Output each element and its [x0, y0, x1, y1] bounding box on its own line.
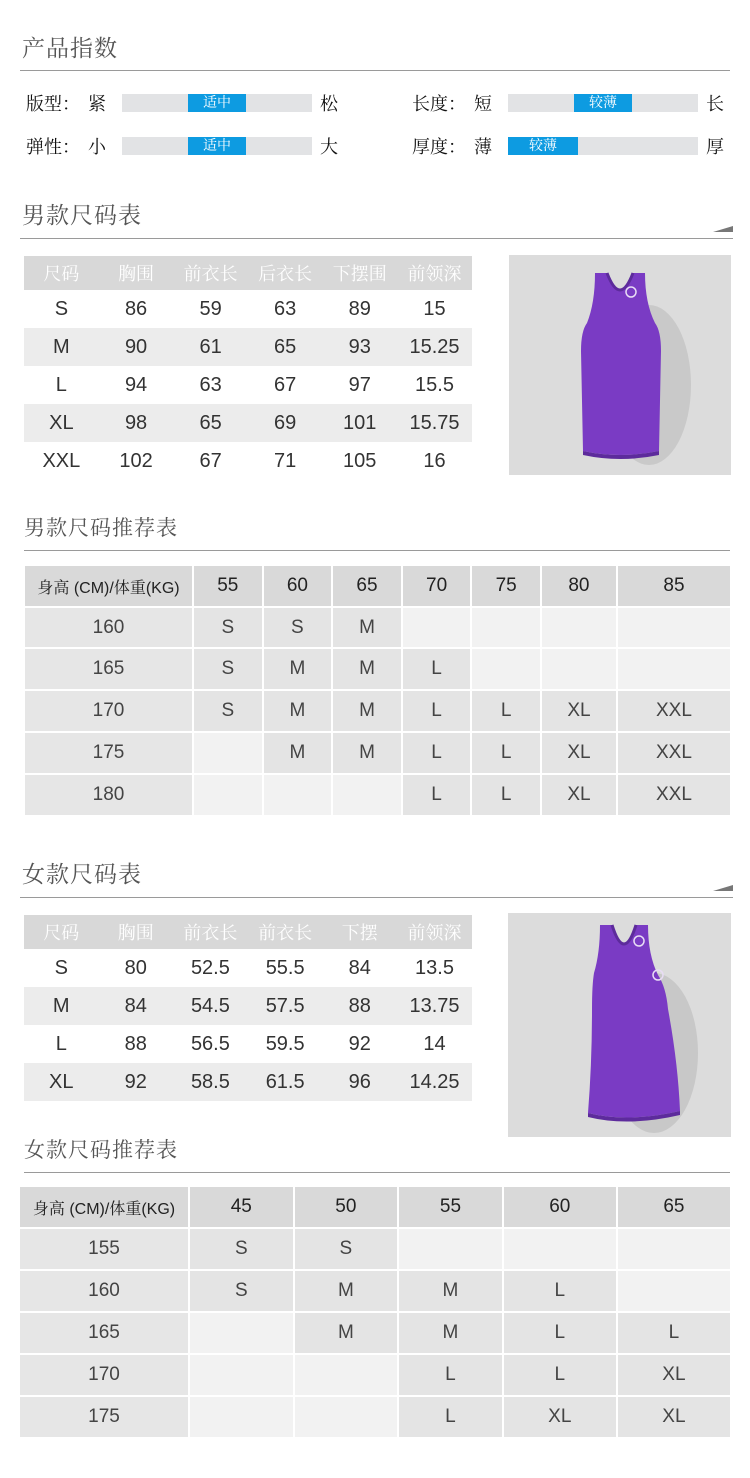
size-cell: M: [332, 690, 402, 732]
column-header: 后衣长: [248, 256, 323, 290]
product-index-title: 产品指数: [22, 36, 118, 62]
tank-top-illustration: [508, 913, 731, 1137]
table-cell: 58.5: [173, 1063, 248, 1101]
table-cell: L: [55, 373, 67, 396]
table-row: [24, 774, 731, 816]
attr-elasticity-label: 弹性：: [26, 137, 80, 158]
corner-header: 身高 (CM)/体重(KG): [24, 565, 193, 607]
table-cell: 93: [322, 328, 397, 366]
size-cell: [617, 1228, 731, 1270]
size-cell: [294, 1354, 399, 1396]
size-cell: L: [503, 1312, 617, 1354]
column-header: 前衣长: [248, 915, 323, 949]
corner-triangle-icon: [713, 226, 733, 232]
table-cell: 56.5: [190, 1032, 230, 1055]
table-cell: 101: [322, 404, 397, 442]
height-cell: 160: [24, 607, 193, 648]
attr-elasticity-high: 大: [320, 137, 338, 158]
attr-length-high: 长: [706, 94, 724, 115]
table-row: [24, 607, 731, 648]
height-cell: 155: [19, 1228, 189, 1270]
size-cell: M: [263, 732, 333, 774]
table-row: [24, 290, 472, 328]
size-cell: M: [294, 1312, 399, 1354]
table-row: [24, 442, 472, 480]
size-cell: [189, 1396, 294, 1438]
size-cell: S: [189, 1270, 294, 1312]
size-cell: M: [332, 607, 402, 648]
men-size-title: 男款尺码表: [22, 203, 142, 229]
attr-fit-bar: [122, 94, 312, 112]
table-cell: 59: [199, 297, 222, 320]
table-cell: 13.75: [397, 987, 472, 1025]
attr-thickness-bar: [508, 137, 698, 155]
size-cell: XL: [541, 774, 617, 816]
size-cell: XL: [617, 1396, 731, 1438]
women-size-title: 女款尺码表: [22, 862, 142, 888]
attr-elasticity: [26, 133, 346, 157]
column-header: 胸围: [99, 915, 174, 949]
size-cell: [193, 732, 263, 774]
attr-thickness: [412, 133, 732, 157]
tank-top-illustration: [509, 255, 731, 475]
size-cell: L: [402, 690, 472, 732]
attr-length-marker: 较薄: [574, 94, 632, 112]
size-cell: [294, 1396, 399, 1438]
size-cell: [471, 648, 541, 690]
divider: [20, 897, 733, 898]
height-cell: 165: [19, 1312, 189, 1354]
attr-fit-label: 版型：: [26, 94, 80, 115]
height-cell: 170: [24, 690, 193, 732]
column-header: 下摆围: [322, 256, 397, 290]
column-header: 前衣长: [173, 915, 248, 949]
table-cell: XL: [24, 1063, 99, 1101]
attr-fit: [26, 90, 346, 114]
divider: [20, 238, 733, 239]
size-cell: L: [398, 1354, 503, 1396]
table-cell: 89: [348, 297, 371, 320]
height-cell: 165: [24, 648, 193, 690]
weight-header: 70: [402, 565, 472, 607]
attr-thickness-marker: 较薄: [508, 137, 578, 155]
size-cell: [402, 607, 472, 648]
men-product-photo: [509, 255, 731, 475]
table-cell: 14: [423, 1032, 446, 1055]
table-cell: 15.25: [397, 328, 472, 366]
size-cell: S: [189, 1228, 294, 1270]
table-cell: 92: [99, 1063, 174, 1101]
table-row: [24, 366, 472, 404]
weight-header: 60: [503, 1186, 617, 1228]
table-cell: 55.5: [265, 956, 305, 979]
attr-elasticity-low: 小: [88, 137, 106, 158]
size-cell: L: [402, 648, 472, 690]
table-cell: 67: [274, 373, 297, 396]
size-cell: L: [503, 1270, 617, 1312]
attr-fit-low: 紧: [88, 94, 106, 115]
divider: [20, 70, 730, 71]
table-cell: 61: [173, 328, 248, 366]
table-cell: S: [54, 956, 68, 979]
table-cell: 80: [124, 956, 147, 979]
size-cell: S: [294, 1228, 399, 1270]
weight-header: 50: [294, 1186, 399, 1228]
height-cell: 160: [19, 1270, 189, 1312]
table-row: [24, 949, 472, 987]
table-cell: 94: [124, 373, 148, 396]
attr-length-bar: [508, 94, 698, 112]
attr-fit-high: 松: [320, 94, 338, 115]
size-cell: [189, 1312, 294, 1354]
height-cell: 170: [19, 1354, 189, 1396]
size-cell: L: [471, 732, 541, 774]
table-cell: 13.5: [415, 956, 454, 979]
table-cell: 16: [423, 449, 446, 472]
table-cell: 65: [173, 404, 248, 442]
column-header: 胸围: [99, 256, 174, 290]
men-size-table: [24, 256, 472, 480]
table-cell: 88: [124, 1032, 147, 1055]
size-cell: L: [503, 1354, 617, 1396]
table-cell: 52.5: [190, 956, 230, 979]
women-product-photo: [508, 913, 731, 1137]
attr-thickness-label: 厚度：: [412, 137, 466, 158]
table-row: [24, 1063, 472, 1101]
table-cell: 57.5: [248, 987, 323, 1025]
women-rec-title: 女款尺码推荐表: [24, 1138, 178, 1162]
size-cell: [617, 648, 731, 690]
table-cell: 92: [348, 1032, 371, 1055]
size-cell: XXL: [617, 774, 731, 816]
size-cell: L: [471, 774, 541, 816]
column-header: 尺码: [24, 915, 99, 949]
height-cell: 175: [24, 732, 193, 774]
men-rec-title: 男款尺码推荐表: [24, 516, 178, 540]
men-recommend-table: [23, 564, 732, 817]
size-cell: XL: [541, 690, 617, 732]
attr-length-label: 长度：: [412, 94, 466, 115]
divider: [24, 1172, 730, 1173]
size-cell: [541, 648, 617, 690]
table-row: [19, 1270, 731, 1312]
weight-header: 55: [193, 565, 263, 607]
column-header: 尺码: [24, 256, 99, 290]
column-header: 前衣长: [173, 256, 248, 290]
weight-header: 60: [263, 565, 333, 607]
size-cell: M: [263, 690, 333, 732]
size-cell: [193, 774, 263, 816]
size-cell: L: [398, 1396, 503, 1438]
table-cell: 59.5: [265, 1032, 305, 1055]
size-cell: [471, 607, 541, 648]
attr-thickness-high: 厚: [706, 137, 724, 158]
size-cell: [398, 1228, 503, 1270]
weight-header: 80: [541, 565, 617, 607]
size-cell: L: [402, 774, 472, 816]
column-header: 前领深: [397, 915, 472, 949]
weight-header: 75: [471, 565, 541, 607]
table-cell: L: [55, 1032, 67, 1055]
table-header-row: [24, 256, 472, 290]
column-header: 前领深: [397, 256, 472, 290]
table-row: [24, 328, 472, 366]
table-header-row: [19, 1186, 731, 1228]
height-cell: 180: [24, 774, 193, 816]
attr-length-low: 短: [474, 94, 492, 115]
table-cell: 96: [323, 1063, 398, 1101]
size-cell: [617, 607, 731, 648]
attr-fit-marker: 适中: [188, 94, 246, 112]
size-cell: L: [471, 690, 541, 732]
size-cell: M: [398, 1312, 503, 1354]
table-row: [19, 1228, 731, 1270]
size-cell: L: [402, 732, 472, 774]
table-cell: 14.25: [397, 1063, 472, 1101]
women-size-table: [24, 915, 472, 1101]
weight-header: 65: [617, 1186, 731, 1228]
table-cell: 97: [348, 373, 371, 396]
table-cell: XL: [24, 404, 99, 442]
size-cell: XL: [541, 732, 617, 774]
size-cell: S: [193, 690, 263, 732]
attr-elasticity-bar: [122, 137, 312, 155]
table-row: [24, 987, 472, 1025]
table-cell: M: [24, 987, 99, 1025]
corner-header: 身高 (CM)/体重(KG): [19, 1186, 189, 1228]
size-cell: M: [294, 1270, 399, 1312]
size-cell: M: [263, 648, 333, 690]
size-cell: M: [398, 1270, 503, 1312]
size-cell: XL: [503, 1396, 617, 1438]
weight-header: 55: [398, 1186, 503, 1228]
weight-header: 65: [332, 565, 402, 607]
size-cell: M: [332, 648, 402, 690]
height-cell: 175: [19, 1396, 189, 1438]
table-cell: 71: [274, 449, 297, 472]
table-cell: M: [24, 328, 99, 366]
table-cell: 90: [99, 328, 174, 366]
size-cell: XL: [617, 1354, 731, 1396]
table-row: [24, 690, 731, 732]
table-cell: 84: [348, 956, 371, 979]
corner-triangle-icon: [713, 885, 733, 891]
size-cell: [263, 774, 333, 816]
size-cell: [189, 1354, 294, 1396]
table-cell: 69: [248, 404, 323, 442]
table-cell: 84: [99, 987, 174, 1025]
size-cell: XXL: [617, 732, 731, 774]
table-cell: 63: [199, 373, 222, 396]
size-cell: [332, 774, 402, 816]
table-cell: XXL: [42, 449, 81, 472]
size-cell: [617, 1270, 731, 1312]
women-recommend-table: [18, 1185, 732, 1439]
table-cell: 105: [343, 449, 377, 472]
attr-elasticity-marker: 适中: [188, 137, 246, 155]
size-cell: S: [193, 648, 263, 690]
attr-thickness-low: 薄: [474, 137, 492, 158]
table-cell: 15: [423, 297, 446, 320]
size-cell: [541, 607, 617, 648]
weight-header: 45: [189, 1186, 294, 1228]
table-cell: 63: [274, 297, 297, 320]
table-cell: S: [54, 297, 69, 320]
table-cell: 67: [199, 449, 222, 472]
size-cell: S: [193, 607, 263, 648]
table-row: [19, 1354, 731, 1396]
divider: [24, 550, 730, 551]
table-cell: 15.5: [415, 373, 454, 396]
table-row: [24, 648, 731, 690]
size-cell: L: [617, 1312, 731, 1354]
table-cell: 15.75: [397, 404, 472, 442]
table-header-row: [24, 915, 472, 949]
table-row: [19, 1396, 731, 1438]
size-cell: XXL: [617, 690, 731, 732]
table-cell: 88: [323, 987, 398, 1025]
table-cell: 65: [248, 328, 323, 366]
attr-length: [412, 90, 732, 114]
table-cell: 54.5: [173, 987, 248, 1025]
table-cell: 86: [124, 297, 148, 320]
column-header: 下摆: [323, 915, 398, 949]
size-cell: S: [263, 607, 333, 648]
size-cell: M: [332, 732, 402, 774]
table-cell: 98: [99, 404, 174, 442]
table-cell: 61.5: [248, 1063, 323, 1101]
table-row: [24, 404, 472, 442]
table-row: [19, 1312, 731, 1354]
weight-header: 85: [617, 565, 731, 607]
table-row: [24, 1025, 472, 1063]
table-header-row: [24, 565, 731, 607]
table-cell: 102: [119, 449, 153, 472]
table-row: [24, 732, 731, 774]
size-cell: [503, 1228, 617, 1270]
